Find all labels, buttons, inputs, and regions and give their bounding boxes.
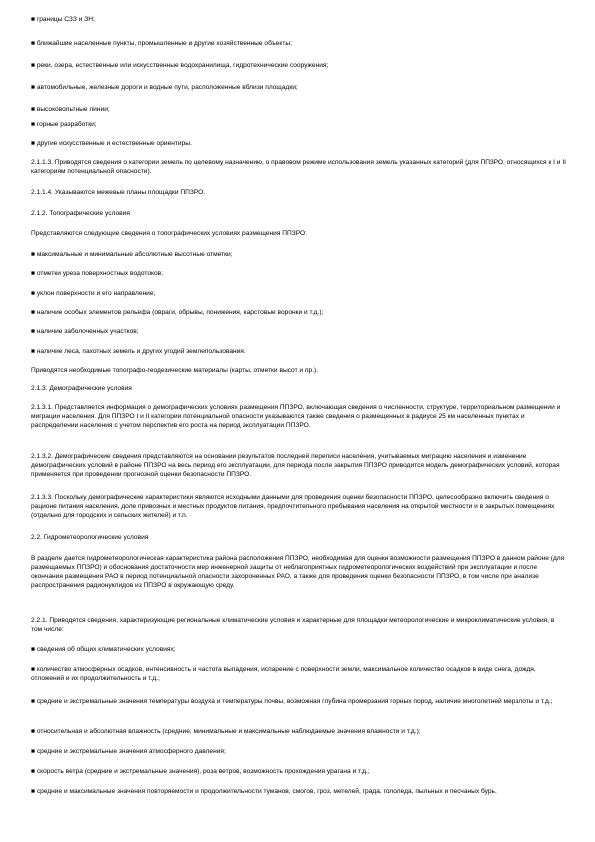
hydromet-intro: В разделе дается гидрометеорологическая характеристика района расположения ППЗРО, необходимая для оценки возможности размещения ППЗРО в данном районе (для размещаемых ППЗРО) и обоснования достаточности мер инженерной защиты от неблагоприятных гидрометеорологических воздействий при эксплуатации и после окончания размещения РАО в период потенциальной опасности захороненных РАО, а также для проведения оценки безопасности ППЗРО, в том числе при анализе распространения радионуклидов из ППЗРО в окружающую среду. [31, 555, 565, 589]
bullet-mining: ■ горные разработки; [31, 121, 97, 128]
bullet-fog-storms: ■ средние и максимальные значения повторяемости и продолжительности туманов, смогов, гроз, метелей, града, гололеда, пыльных и песчаных бурь. [31, 788, 497, 795]
clause-2-2-1: 2.2.1. Приводятся сведения, характеризующие региональные климатические условия и характерные для площадки метеорологические и микроклиматические условия, в том числе: [31, 617, 555, 633]
bullet-water-edge: ■ отметки уреза поверхностных водотоков; [31, 270, 163, 277]
bullet-elevation-marks: ■ максимальные и минимальные абсолютные высотные отметки; [31, 251, 233, 258]
bullet-relief-elements: ■ наличие особых элементов рельефа (овраги, обрывы, понижения, карстовые воронки и т.д.); [31, 309, 324, 316]
bullet-settlements: ■ ближайшие населенные пункты, промышленные и другие хозяйственные объекты; [31, 40, 292, 47]
bullet-power-lines: ■ высоковольтные линии; [31, 106, 110, 113]
bullet-land-use: ■ наличие леса, пахотных земель и других угодий землепользования. [31, 348, 246, 355]
bullet-slope: ■ уклон поверхности и его направление; [31, 290, 156, 297]
section-heading-2-1-3: 2.1.3. Демографические условия [31, 385, 132, 392]
bullet-precipitation: ■ количество атмосферных осадков, интенсивность и частота выпадения, испарение с поверхности земли, максимальное количество осадков в виде снега, дождя, отложений и их продолжительность и т.д.; [31, 666, 536, 682]
bullet-wind: ■ скорость ветра (средние и экстремальные значения), роза ветров, возможность прохождения урагана и т.д.; [31, 768, 370, 775]
topographic-materials: Приводятся необходимые топографо-геодезические материалы (карты, отметки высот и пр.). [31, 367, 319, 374]
clause-2-1-1-4: 2.1.1.4. Указываются межевые планы площадки ППЗРО. [31, 189, 206, 196]
bullet-humidity: ■ относительная и абсолютная влажность (средние, минимальные и максимальные наблюдаемые значения влажности и т.д.); [31, 728, 421, 735]
clause-2-1-3-1: 2.1.3.1. Представляется информация о демографических условиях размещения ППЗРО, включающая сведения о численности, структуре, территориальном размещении и миграции населения. Для ППЗРО I и II категории потенциальной опасности указываются также сведения о размещенных в радиусе 25 км населенных пунктах и распределении населения с учетом перспектив его роста на период эксплуатации ППЗРО. [31, 404, 561, 429]
section-heading-2-1-2: 2.1.2. Топографические условия [31, 210, 130, 217]
bullet-wetlands: ■ наличие заболоченных участков; [31, 328, 139, 335]
bullet-temperature: ■ средние и экстремальные значения температуры воздуха и температуры почвы, возможная глубина промерзания горных пород, наличие многолетней мерзлоты и т.д.; [31, 698, 553, 705]
bullet-pressure: ■ средние и экстремальные значения атмосферного давления; [31, 748, 226, 755]
topographic-intro: Представляются следующие сведения о топографических условиях размещения ППЗРО: [31, 230, 307, 237]
bullet-roads: ■ автомобильные, железные дороги и водные пути, расположенные вблизи площадки; [31, 84, 298, 91]
section-heading-2-2: 2.2. Гидрометеорологические условия [31, 534, 149, 541]
clause-2-1-3-2: 2.1.3.2. Демографические сведения представляются на основании результатов последней переписи населения, учитываемых миграцию населения и изменение демографических условий в районе ППЗРО на весь период его эксплуатации, для периода после закрытия ППЗРО приводится модель демографических условий, которая применяется при проведении прогнозной оценки безопасности ППЗРО. [31, 453, 560, 478]
bullet-sanitary-zone-borders: ■ границы СЗЗ и ЗН; [31, 16, 95, 23]
bullet-climate: ■ сведения об общих климатических условиях; [31, 646, 176, 653]
bullet-water-bodies: ■ реки, озера, естественные или искусственные водохранилища, гидротехнические сооружения; [31, 62, 329, 69]
clause-2-1-3-3: 2.1.3.3. Поскольку демографические характеристики являются исходными данными для проведения оценки безопасности ППЗРО, целесообразно включить сведения о рационе питания населения, доле привозных и местных продуктов питания, предпочтительного пребывания населения на открытой местности и в закрытых помещениях (отдельно для городских и сельских жителей) и т.п. [31, 494, 555, 519]
bullet-landmarks: ■ другие искусственные и естественные ориентиры. [31, 140, 192, 147]
clause-2-1-1-3: 2.1.1.3. Приводятся сведения о категории земель по целевому назначению, о правовом режиме использования земель указанных категорий (для ПП3РО, относящихся к I и II категориям потенциальной опасности). [31, 159, 566, 175]
